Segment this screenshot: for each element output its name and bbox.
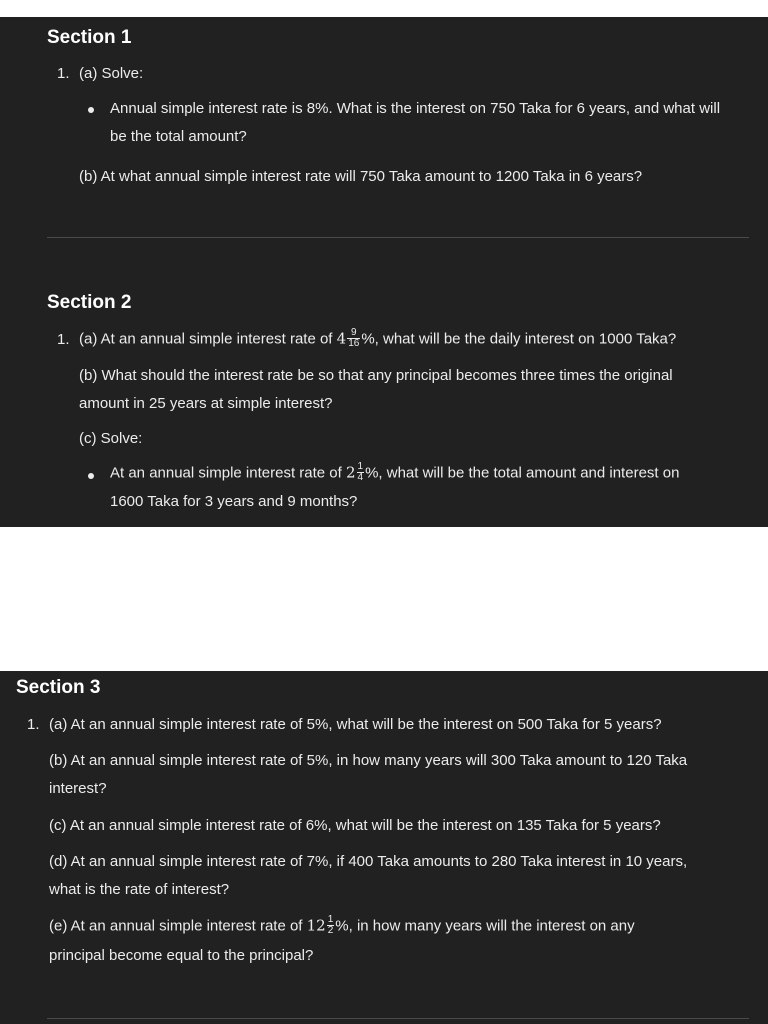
section-3-q1b-line1: (b) At an annual simple interest rate of 5%, in how many years will 300 Taka amount to 120 Taka <box>49 752 688 769</box>
section-2-q1c-fraction <box>357 462 365 483</box>
section-2-heading: Section 2 <box>47 292 132 313</box>
section-2-q1a-pre: (a) At an annual simple interest rate of <box>79 330 337 348</box>
section-2-q1c-label: (c) Solve: <box>79 430 143 447</box>
section-divider <box>47 237 749 238</box>
section-3-q1a: (a) At an annual simple interest rate of 5%, what will be the interest on 500 Taka for 5 years? <box>49 716 662 733</box>
section-2-q1b-line2: amount in 25 years at simple interest? <box>79 395 333 412</box>
section-3-q1-number: 1. <box>27 716 40 733</box>
section-3-q1e-pre: (e) At an annual simple interest rate of <box>49 917 307 935</box>
bullet-icon <box>88 473 94 479</box>
section-2-q1c-line1 <box>110 463 679 484</box>
section-3-q1e-line2: principal become equal to the principal? <box>49 947 314 964</box>
section-1-q1a-label: (a) Solve: <box>79 65 144 82</box>
section-2-q1a-whole: 4 <box>336 329 347 348</box>
panel-sections-1-2 <box>0 17 768 527</box>
section-3-q1d-line2: what is the rate of interest? <box>49 881 230 898</box>
fraction-numerator: 1 <box>357 461 364 472</box>
section-2-q1c-pre: At an annual simple interest rate of <box>110 464 346 482</box>
section-2-q1b-line1: (b) What should the interest rate be so that any principal becomes three times the original <box>79 367 673 384</box>
fraction-numerator: 1 <box>327 914 334 925</box>
fraction-denominator: 4 <box>357 472 364 483</box>
section-3-q1c: (c) At an annual simple interest rate of 6%, what will be the interest on 135 Taka for 5 years? <box>49 817 661 834</box>
section-2-q1-number: 1. <box>57 331 70 348</box>
fraction-denominator: 2 <box>327 925 334 936</box>
section-1-q1a-text-line1: Annual simple interest rate is 8%. What is the interest on 750 Taka for 6 years, and what will <box>110 100 721 117</box>
section-1-q1-number: 1. <box>57 65 70 82</box>
section-2-q1c-whole: 2 <box>345 463 356 482</box>
section-2-q1a <box>79 329 676 350</box>
section-1-q1b: (b) At what annual simple interest rate will 750 Taka amount to 1200 Taka in 6 years? <box>79 168 643 185</box>
section-divider <box>47 1018 749 1019</box>
section-3-q1e-fraction <box>327 915 335 936</box>
section-1-q1a-text-line2: be the total amount? <box>110 128 247 145</box>
fraction-denominator: 16 <box>348 338 360 349</box>
section-2-q1a-post: %, what will be the daily interest on 1000 Taka? <box>361 330 677 348</box>
section-3-q1e-whole: 12 <box>306 916 326 935</box>
panel-section-3 <box>0 671 768 1024</box>
section-3-q1e-line1 <box>49 916 635 937</box>
section-2-q1c-post: %, what will be the total amount and interest on <box>365 464 680 482</box>
bullet-icon <box>88 107 94 113</box>
section-3-q1b-line2: interest? <box>49 780 107 797</box>
fraction-numerator: 9 <box>347 328 360 339</box>
section-1-heading: Section 1 <box>47 27 132 48</box>
section-3-q1d-line1: (d) At an annual simple interest rate of 7%, if 400 Taka amounts to 280 Taka interest in 10 years, <box>49 853 688 870</box>
section-3-heading: Section 3 <box>16 677 101 698</box>
section-3-q1e-post: %, in how many years will the interest on any <box>335 917 635 935</box>
section-2-q1c-line2: 1600 Taka for 3 years and 9 months? <box>110 493 358 510</box>
section-2-q1a-fraction <box>347 328 360 349</box>
